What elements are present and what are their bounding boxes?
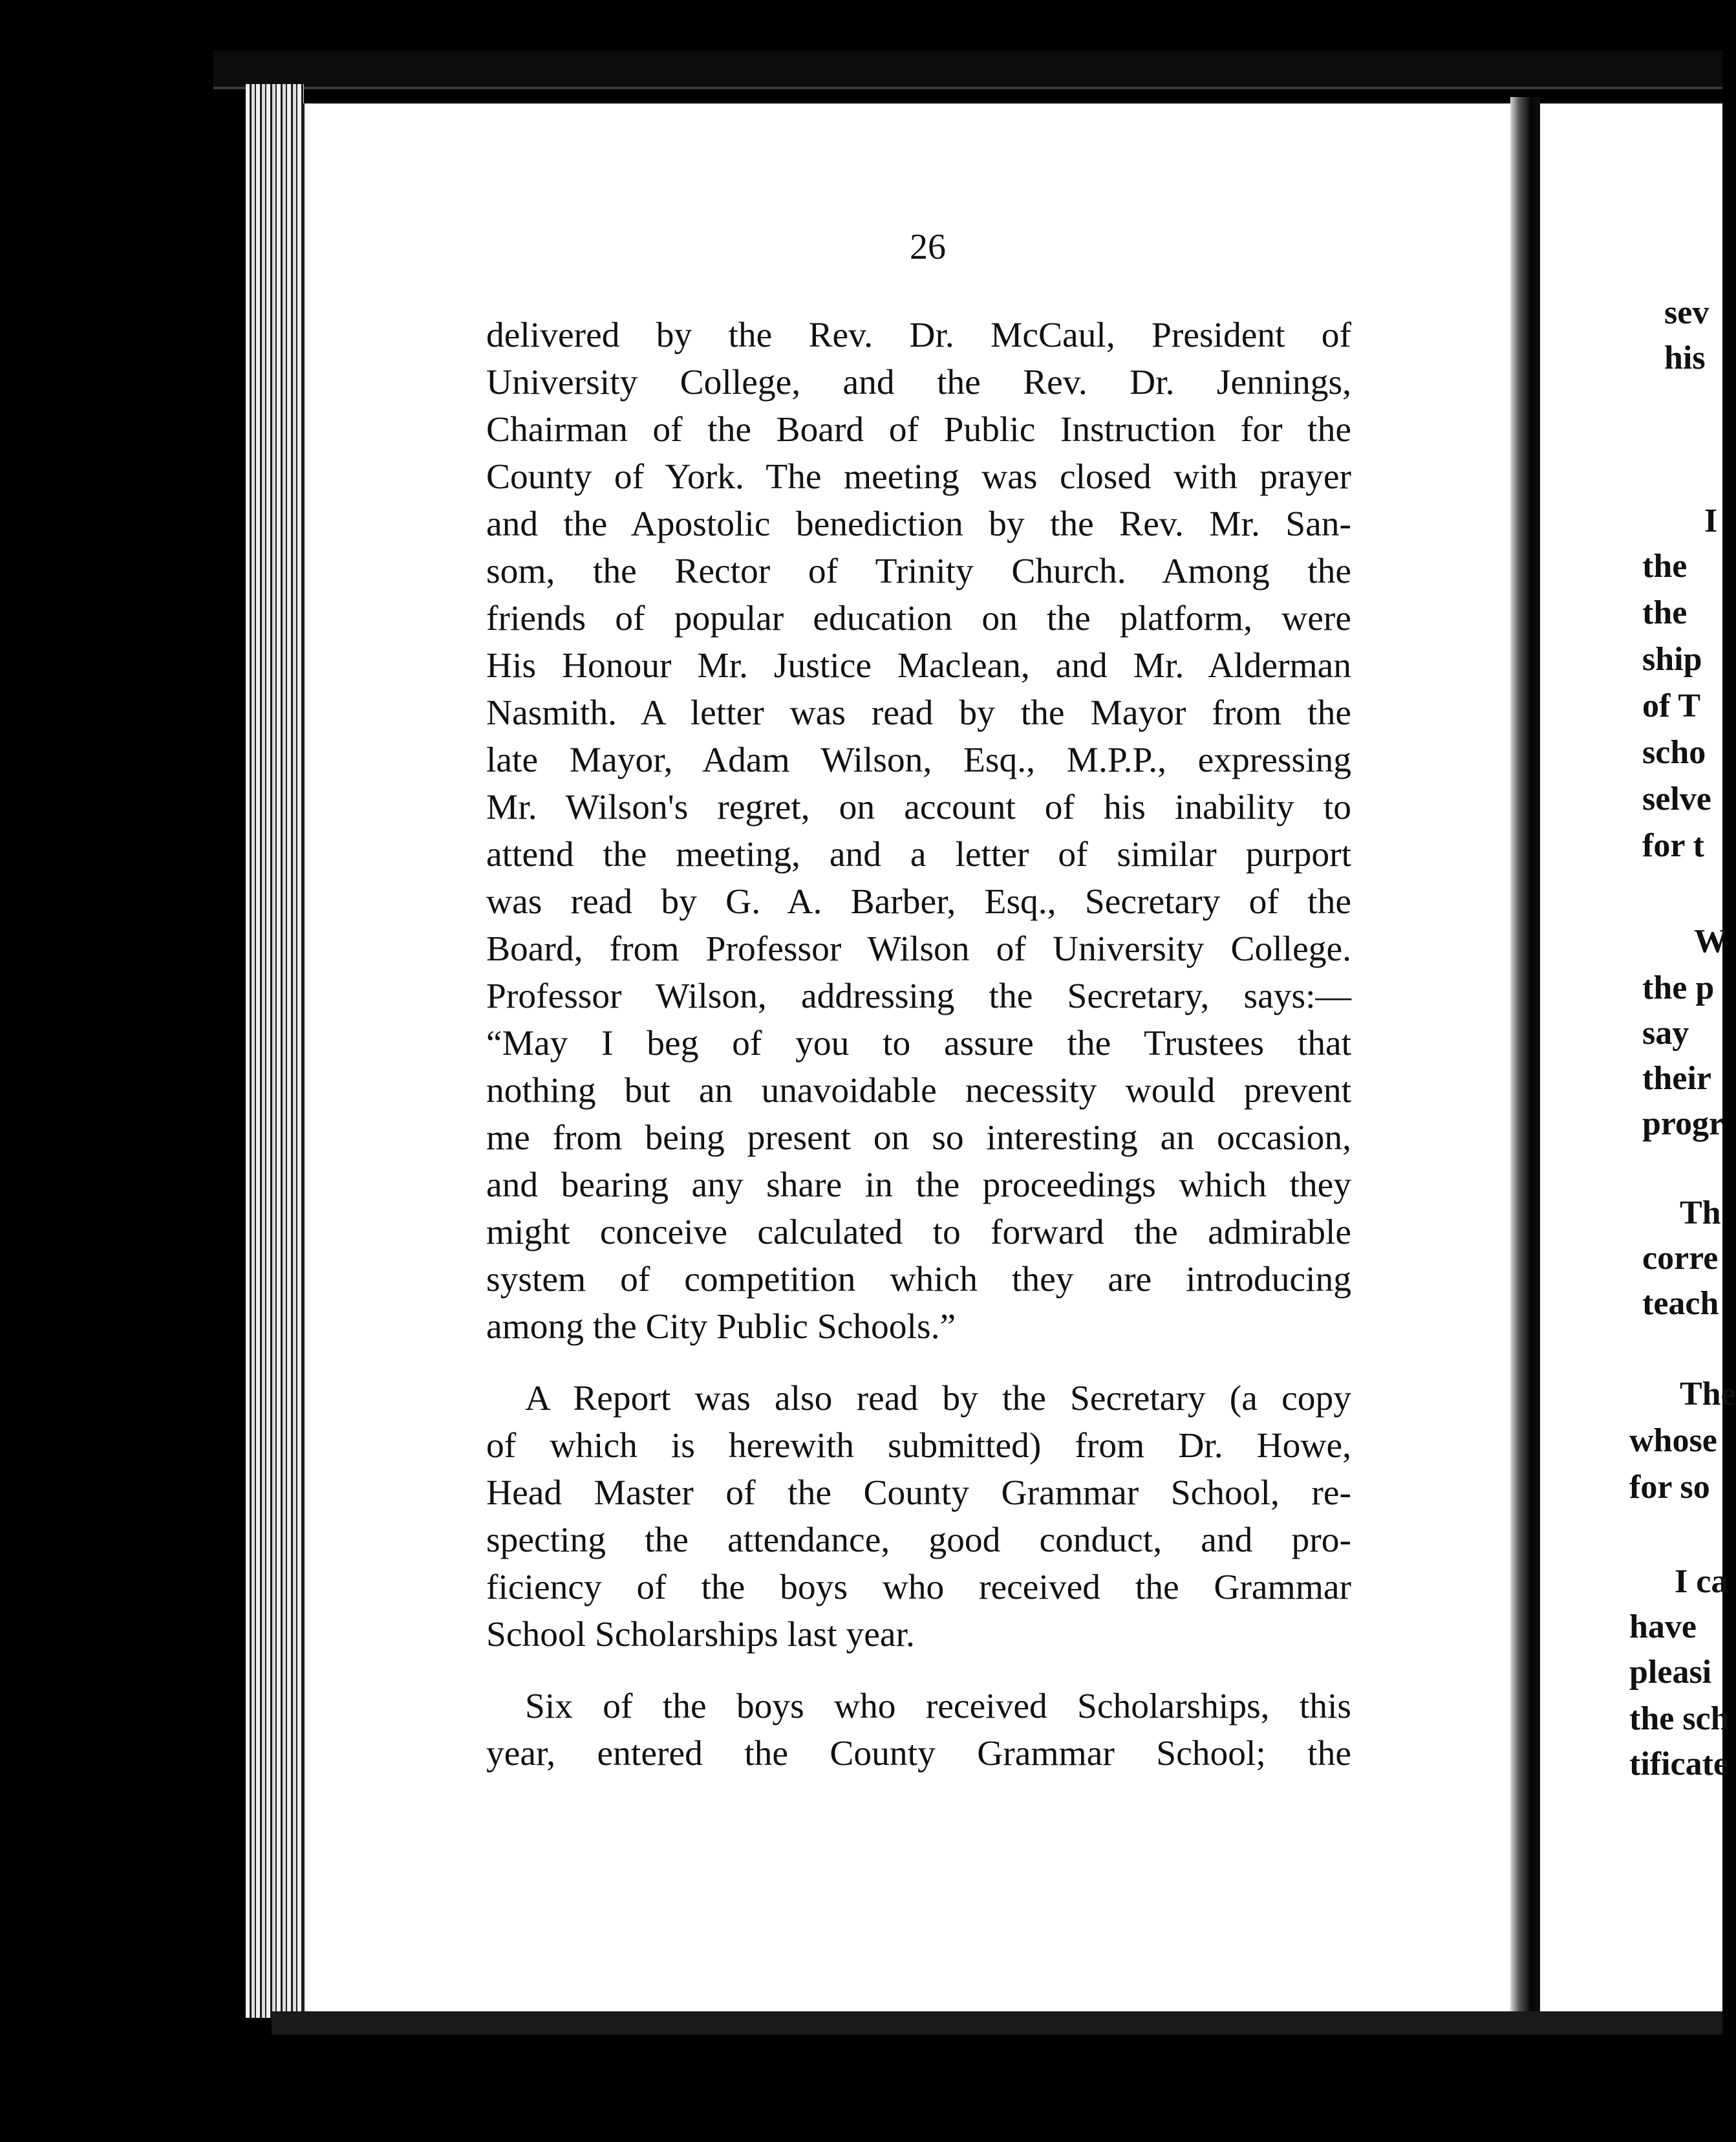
text-line: His Honour Mr. Justice Maclean, and Mr. Alderman [486, 646, 1351, 686]
text-line: friends of popular education on the platform, were [486, 599, 1351, 638]
left-page-body [486, 312, 1351, 1802]
right-page-text-fragment: corre [1642, 1240, 1719, 1277]
text-line: Mr. Wilson's regret, on account of his inability to [486, 788, 1351, 827]
right-page-text-fragment: the [1642, 594, 1688, 631]
text-line: might conceive calculated to forward the admirable [486, 1213, 1351, 1252]
text-line: A Report was also read by the Secretary (a copy [525, 1379, 1351, 1418]
right-page-text-fragment: say [1642, 1015, 1689, 1052]
text-line: ficiency of the boys who received the Grammar [486, 1568, 1351, 1607]
right-page-text-fragment: pleasi [1629, 1654, 1712, 1691]
text-line: School Scholarships last year. [486, 1615, 915, 1654]
text-line: me from being present on so interesting an occasion, [486, 1118, 1351, 1158]
text-line: University College, and the Rev. Dr. Jennings, [486, 363, 1351, 402]
right-page-text-fragment: of T [1642, 687, 1701, 724]
right-page-text-fragment: selve [1642, 781, 1711, 817]
text-line: among the City Public Schools.” [486, 1307, 956, 1347]
page-edges [246, 84, 304, 2018]
right-page-text-fragment: have [1629, 1608, 1697, 1645]
page-number: 26 [910, 227, 946, 267]
text-line: and bearing any share in the proceedings which they [486, 1165, 1351, 1205]
text-line: Professor Wilson, addressing the Secretary, says:— [486, 977, 1351, 1016]
right-page-text-fragment: tificate [1629, 1746, 1729, 1782]
book-bottom-edge [272, 2011, 1722, 2035]
book-gutter [1510, 97, 1540, 2011]
text-line: was read by G. A. Barber, Esq., Secretary of the [486, 882, 1351, 922]
text-line: Chairman of the Board of Public Instruction for the [486, 410, 1351, 449]
text-line: system of competition which they are introducing [486, 1260, 1351, 1299]
text-line: late Mayor, Adam Wilson, Esq., M.P.P., expressing [486, 741, 1351, 780]
right-page-text-fragment: sev [1664, 294, 1709, 331]
paragraph [486, 312, 1351, 1350]
text-line: delivered by the Rev. Dr. McCaul, President of [486, 316, 1351, 355]
text-line: attend the meeting, and a letter of similar purport [486, 835, 1351, 874]
right-page-text-fragment: The [1680, 1376, 1736, 1412]
book-cover-top-edge [213, 50, 1722, 89]
right-page-text-fragment: I ca [1675, 1563, 1728, 1600]
text-line: som, the Rector of Trinity Church. Among the [486, 552, 1351, 591]
right-page-text-fragment: for t [1642, 827, 1704, 864]
text-line: Six of the boys who received Scholarships, this [525, 1687, 1351, 1726]
right-page-text-fragment: the p [1642, 969, 1715, 1006]
right-page-text-fragment: whose [1629, 1422, 1717, 1459]
text-line: Board, from Professor Wilson of University College. [486, 929, 1351, 969]
right-page-text-fragment: the sch [1629, 1700, 1730, 1737]
right-page-text-fragment: for so [1629, 1469, 1710, 1506]
text-line: specting the attendance, good conduct, and pro- [486, 1520, 1351, 1560]
text-line: of which is herewith submitted) from Dr. Howe, [486, 1426, 1351, 1466]
text-line: Head Master of the County Grammar School, re- [486, 1473, 1351, 1513]
right-page-text-fragment: Th [1680, 1195, 1721, 1231]
right-page-text-fragment: the [1642, 548, 1688, 585]
paragraph [486, 1683, 1351, 1777]
right-page-text-fragment: ship [1642, 641, 1702, 678]
paragraph [486, 1375, 1351, 1658]
text-line: Nasmith. A letter was read by the Mayor from the [486, 693, 1351, 733]
right-page-text-fragment: their [1642, 1060, 1711, 1097]
right-page-text-fragment: I [1704, 503, 1718, 539]
right-page-text-fragment: his [1664, 340, 1706, 376]
text-line: County of York. The meeting was closed with prayer [486, 457, 1351, 497]
right-page-text-fragment: W [1694, 923, 1728, 960]
right-page-text-fragment: teach [1642, 1285, 1719, 1322]
text-line: “May I beg of you to assure the Trustees that [486, 1024, 1351, 1063]
right-page-text-fragment: progr [1642, 1105, 1724, 1142]
text-line: year, entered the County Grammar School; the [486, 1734, 1351, 1773]
text-line: and the Apostolic benediction by the Rev. Mr. San- [486, 504, 1351, 544]
right-page-text-fragment: scho [1642, 734, 1706, 771]
text-line: nothing but an unavoidable necessity would prevent [486, 1071, 1351, 1110]
